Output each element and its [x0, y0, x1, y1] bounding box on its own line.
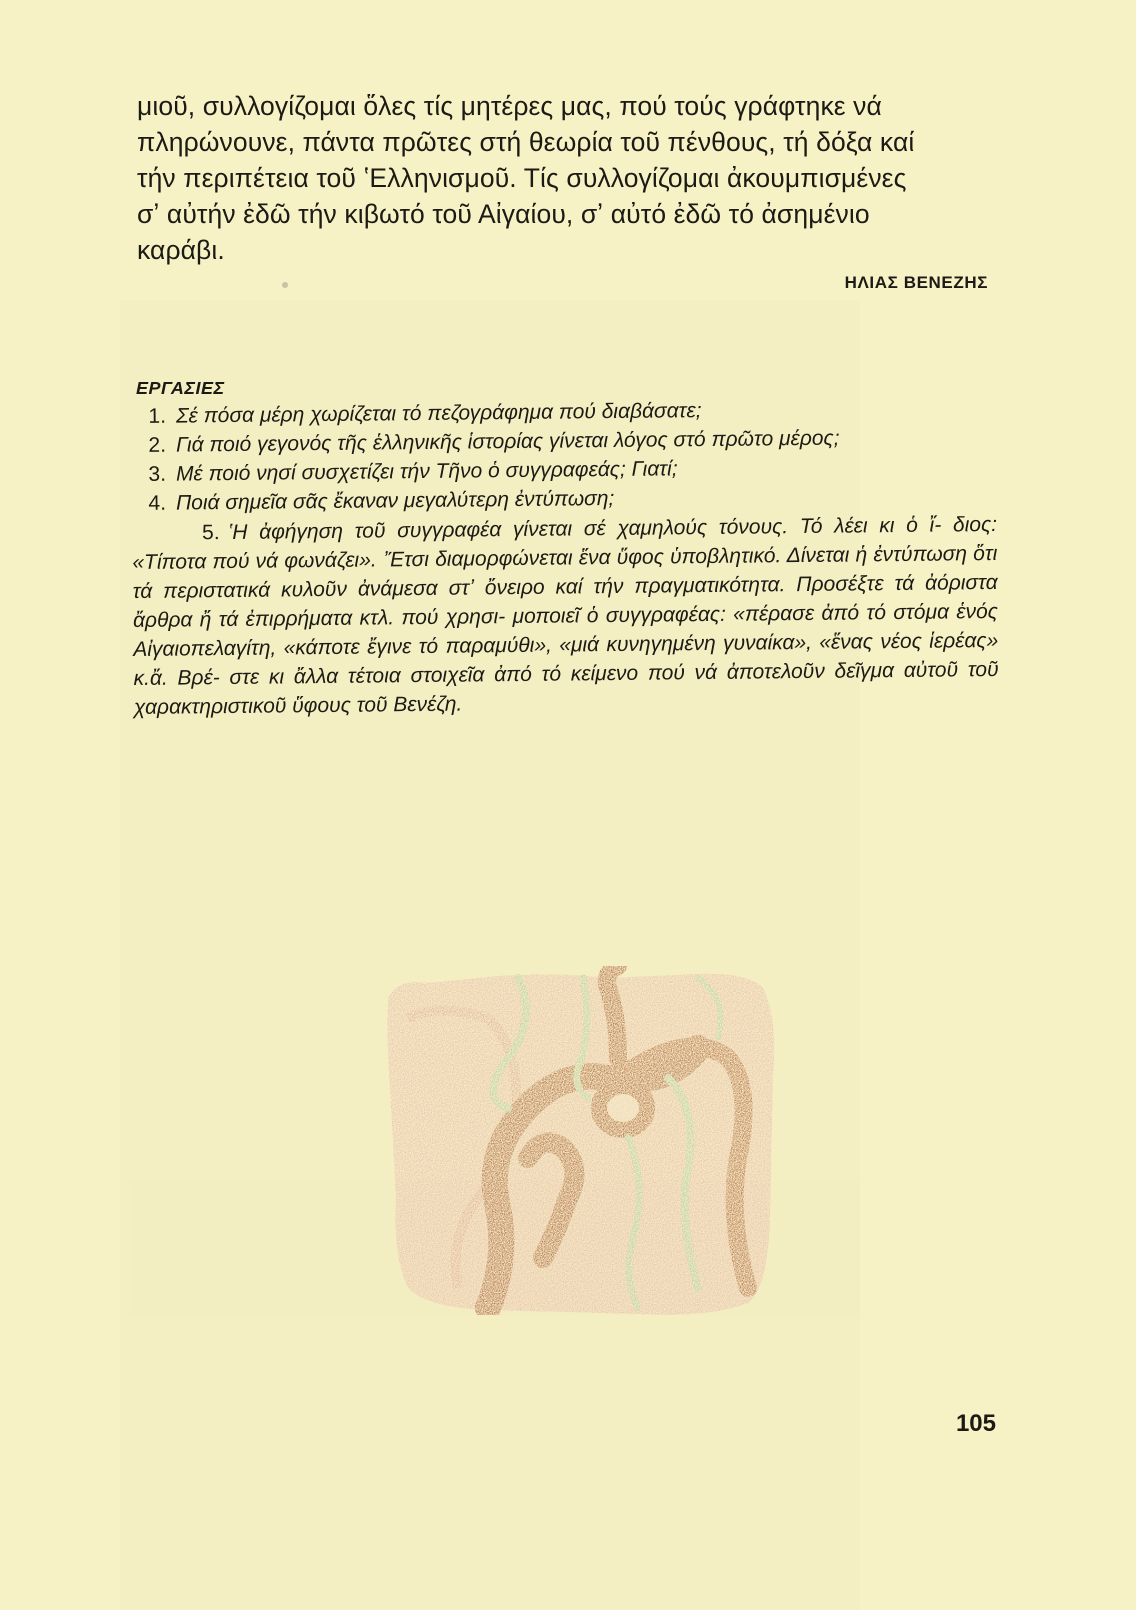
- prose-line: τήν περιπέτεια τοῦ ʽΕλληνισμοῦ. Τίς συλλογίζομαι ἀκουμπισμένες: [137, 163, 907, 193]
- exercise-item: [132, 510, 999, 722]
- exercise-text: ʽΗ ἀφήγηση τοῦ συγγραφέα γίνεται σέ χαμηλούς τόνους. Τό λέει κι ὁ ἴ- διος: «Τίποτα πού νά φωνάζει». ʼΈτσι διαμορφώνεται ἕνα ὕφος ὑποβλητικό. Δίνεται ἡ ἐντύπωση ὅτι τά περιστατικά κυλοῦν ἀνάμεσα στʼ ὄνειρο καί τήν πραγματικότητα. Προσέξτε τά ἀόριστα ἄρθρα ἤ τά ἐπιρρήματα κτλ. πού χρησι- μοποιεῖ ὁ συγγραφέας: «πέρασε ἀπό τό στόμα ἑνός Αἰγαιοπελαγίτη, «κάποτε ἔγινε τό παραμύθι», «μιά κυνηγημένη γυναίκα», «ἕνας νέος ἱερέας» κ.ἄ. Βρέ- στε κι ἄλλα τέτοια στοιχεῖα ἀπό τό κείμενο πού νά ἀποτελοῦν δεῖγμα αὐτοῦ τοῦ χαρακτηριστικοῦ ὕφους τοῦ Βενέζη.: [132, 512, 999, 720]
- prose-line: μιοῦ, συλλογίζομαι ὅλες τίς μητέρες μας, πού τούς γράφτηκε νά: [137, 91, 882, 121]
- prose-line: καράβι.: [137, 235, 225, 265]
- exercise-number: 1.: [148, 404, 167, 428]
- prose-line: σʼ αὐτήν ἐδῶ τήν κιβωτό τοῦ Αἰγαίου, σʼ αὐτό ἐδῶ τό ἀσημένιο: [137, 199, 870, 229]
- exercise-number: 4.: [148, 491, 167, 515]
- prose-paragraph: [137, 88, 997, 268]
- page-number: 105: [955, 1410, 996, 1437]
- exercise-text: Σέ πόσα μέρη χωρίζεται τό πεζογράφημα πού διαβάσατε;: [175, 399, 702, 428]
- print-speck: [282, 282, 288, 288]
- exercise-number: 2.: [148, 433, 167, 457]
- exercises-list: [132, 399, 999, 722]
- abstract-print-illustration-icon: [368, 958, 788, 1323]
- exercise-number: 3.: [148, 462, 167, 486]
- exercise-text: Μέ ποιό νησί συσχετίζει τήν Τῆνο ὁ συγγραφεάς; Γιατί;: [175, 457, 678, 486]
- author-signature: ΗΛΙΑΣ ΒΕΝΕΖΗΣ: [844, 273, 988, 292]
- exercise-five-text: [132, 510, 999, 722]
- exercise-text: Ποιά σημεῖα σᾶς ἔκαναν μεγαλύτερη ἐντύπωση;: [175, 486, 615, 515]
- pink-background-shape: [387, 974, 774, 1315]
- exercise-number: 5.: [201, 521, 220, 545]
- exercise-text: Γιά ποιό γεγονός τῆς ἑλληνικῆς ἱστορίας γίνεται λόγος στό πρῶτο μέρος;: [175, 426, 840, 457]
- exercises-heading: ΕΡΓΑΣΙΕΣ: [136, 378, 225, 398]
- prose-line: πληρώνουνε, πάντα πρῶτες στή θεωρία τοῦ πένθους, τή δόξα καί: [137, 127, 915, 157]
- exercises-section: [132, 378, 999, 722]
